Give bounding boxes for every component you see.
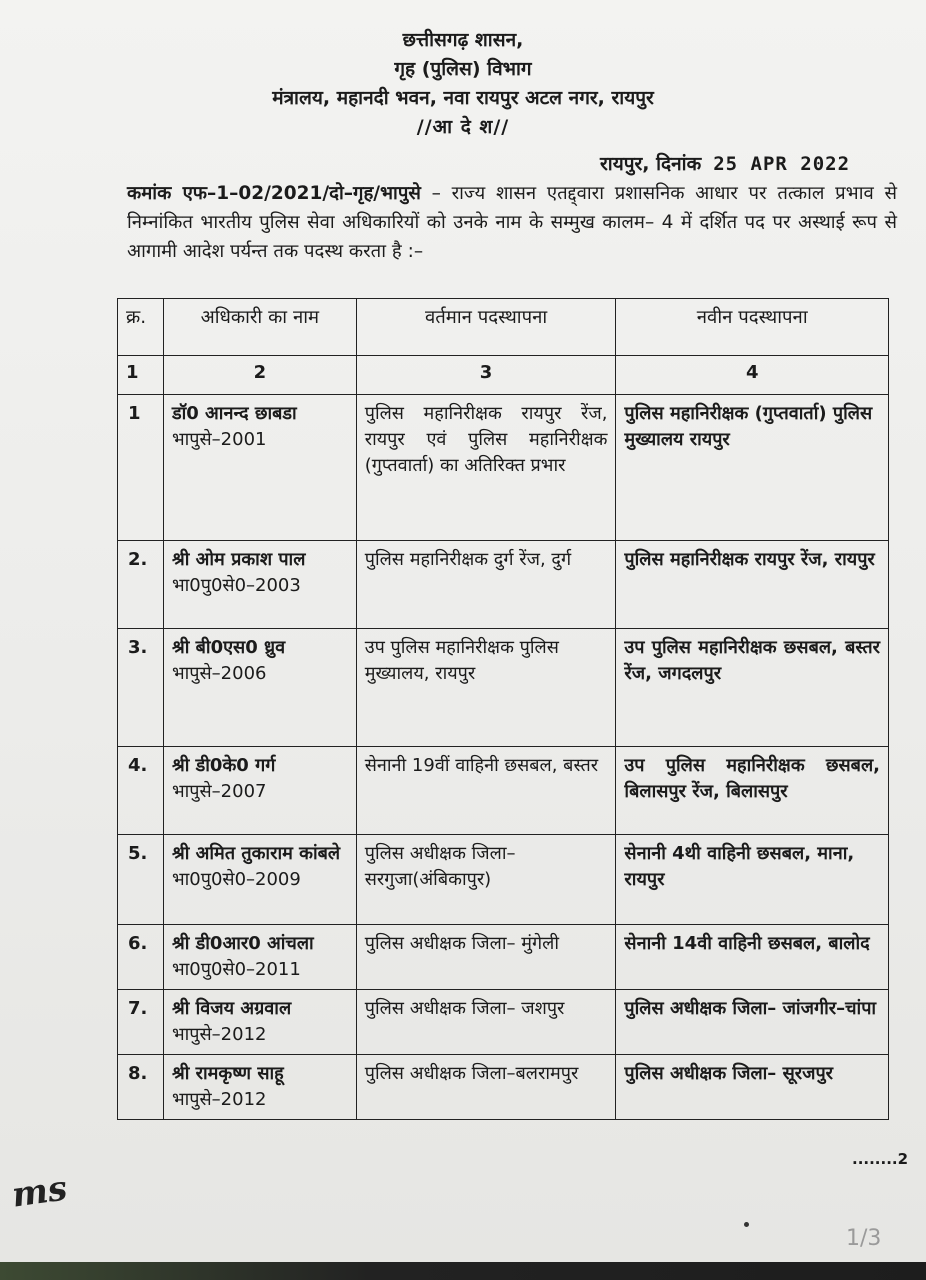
current-posting: उप पुलिस महानिरीक्षक पुलिस मुख्यालय, रायपुर: [356, 629, 616, 747]
continued-marker: ........2: [852, 1150, 909, 1168]
current-posting: पुलिस अधीक्षक जिला– जशपुर: [356, 990, 616, 1055]
new-posting: सेनानी 14वी वाहिनी छसबल, बालोद: [616, 925, 889, 990]
officer-service: भापुसे–2001: [171, 429, 267, 450]
col-number: 2: [163, 356, 356, 395]
current-posting: पुलिस महानिरीक्षक दुर्ग रेंज, दुर्ग: [356, 541, 616, 629]
serial-number: 2.: [118, 541, 164, 629]
new-posting: उप पुलिस महानिरीक्षक छसबल, बस्तर रेंज, जगदलपुर: [616, 629, 889, 747]
officer-name: श्री बी0एस0 ध्रुव: [171, 637, 286, 658]
new-posting: पुलिस महानिरीक्षक (गुप्तवार्ता) पुलिस मुख्यालय रायपुर: [616, 395, 889, 541]
officer-name: डॉ0 आनन्द छाबडा: [171, 403, 297, 424]
header-current-posting: वर्तमान पदस्थापना: [356, 299, 616, 356]
serial-number: 6.: [118, 925, 164, 990]
order-paragraph: [127, 179, 897, 266]
table-row: [118, 1055, 889, 1120]
serial-number: 7.: [118, 990, 164, 1055]
table-row: [118, 395, 889, 541]
order-text: – राज्य शासन एतद्द्वारा प्रशासनिक आधार पर तत्काल प्रभाव से निम्नांकित भारतीय पुलिस सेवा अधिकारियों को उनके नाम के सम्मुख कालम– 4 में दर्शित पद पर अस्थाई रूप से आगामी आदेश पर्यन्त तक पदस्थ करता है :–: [127, 183, 898, 262]
serial-number: 5.: [118, 835, 164, 925]
government-name: छत्तीसगढ़ शासन,: [402, 29, 524, 51]
officer-service: भा0पु0से0–2009: [171, 869, 301, 890]
ministry-address: मंत्रालय, महानदी भवन, नवा रायपुर अटल नगर, रायपुर: [272, 87, 654, 109]
date-stamp: 25 APR 2022: [713, 153, 851, 175]
date-line: [600, 150, 850, 176]
signature-initials: ms: [9, 1168, 70, 1216]
table-row: [118, 541, 889, 629]
current-posting: पुलिस अधीक्षक जिला– मुंगेली: [356, 925, 616, 990]
current-posting: पुलिस महानिरीक्षक रायपुर रेंज, रायपुर एवं पुलिस महानिरीक्षक (गुप्तवार्ता) का अतिरिक्त प्रभार: [356, 395, 616, 541]
new-posting: उप पुलिस महानिरीक्षक छसबल, बिलासपुर रेंज, बिलासपुर: [616, 747, 889, 835]
current-posting: पुलिस अधीक्षक जिला–बलरामपुर: [356, 1055, 616, 1120]
header-serial: क्र.: [118, 299, 164, 356]
photo-background-edge: [0, 1262, 926, 1280]
officer-name: श्री डी0के0 गर्ग: [171, 755, 276, 776]
officer-service: भापुसे–2007: [171, 781, 267, 802]
officer-service: भा0पु0से0–2003: [171, 575, 301, 596]
table-row: [118, 835, 889, 925]
serial-number: 8.: [118, 1055, 164, 1120]
officer-name: श्री विजय अग्रवाल: [171, 998, 292, 1019]
table-row: [118, 747, 889, 835]
table-row: [118, 925, 889, 990]
officer-name: श्री अमित तुकाराम कांबले: [171, 843, 341, 864]
officer-service: भापुसे–2012: [171, 1089, 267, 1110]
header-new-posting: नवीन पदस्थापना: [616, 299, 889, 356]
new-posting: पुलिस अधीक्षक जिला– जांजगीर–चांपा: [616, 990, 889, 1055]
officer-service: भा0पु0से0–2011: [171, 959, 301, 980]
posting-table: [117, 298, 889, 1120]
col-number: 4: [616, 356, 889, 395]
serial-number: 3.: [118, 629, 164, 747]
officer-name: श्री रामकृष्ण साहू: [171, 1063, 284, 1084]
ink-dot: [744, 1222, 749, 1227]
new-posting: पुलिस अधीक्षक जिला– सूरजपुर: [616, 1055, 889, 1120]
new-posting: पुलिस महानिरीक्षक रायपुर रेंज, रायपुर: [616, 541, 889, 629]
order-reference: कमांक एफ–1–02/2021/दो–गृह/भापुसे: [127, 183, 421, 204]
table-row: [118, 629, 889, 747]
table-header-row: [118, 299, 889, 356]
current-posting: सेनानी 19वीं वाहिनी छसबल, बस्तर: [356, 747, 616, 835]
officer-service: भापुसे–2006: [171, 663, 267, 684]
page-count: 1/3: [846, 1226, 882, 1251]
header-officer-name: अधिकारी का नाम: [163, 299, 356, 356]
order-heading: //आ दे श//: [416, 116, 510, 138]
serial-number: 1: [118, 395, 164, 541]
officer-name: श्री डी0आर0 आंचला: [171, 933, 314, 954]
department-name: गृह (पुलिस) विभाग: [394, 58, 532, 80]
table-row: [118, 990, 889, 1055]
serial-number: 4.: [118, 747, 164, 835]
col-number: 1: [118, 356, 164, 395]
officer-service: भापुसे–2012: [171, 1024, 267, 1045]
date-label: रायपुर, दिनांक: [600, 153, 702, 175]
column-number-row: [118, 356, 889, 395]
col-number: 3: [356, 356, 616, 395]
current-posting: पुलिस अधीक्षक जिला–सरगुजा(अंबिकापुर): [356, 835, 616, 925]
new-posting: सेनानी 4थी वाहिनी छसबल, माना, रायपुर: [616, 835, 889, 925]
officer-name: श्री ओम प्रकाश पाल: [171, 549, 306, 570]
